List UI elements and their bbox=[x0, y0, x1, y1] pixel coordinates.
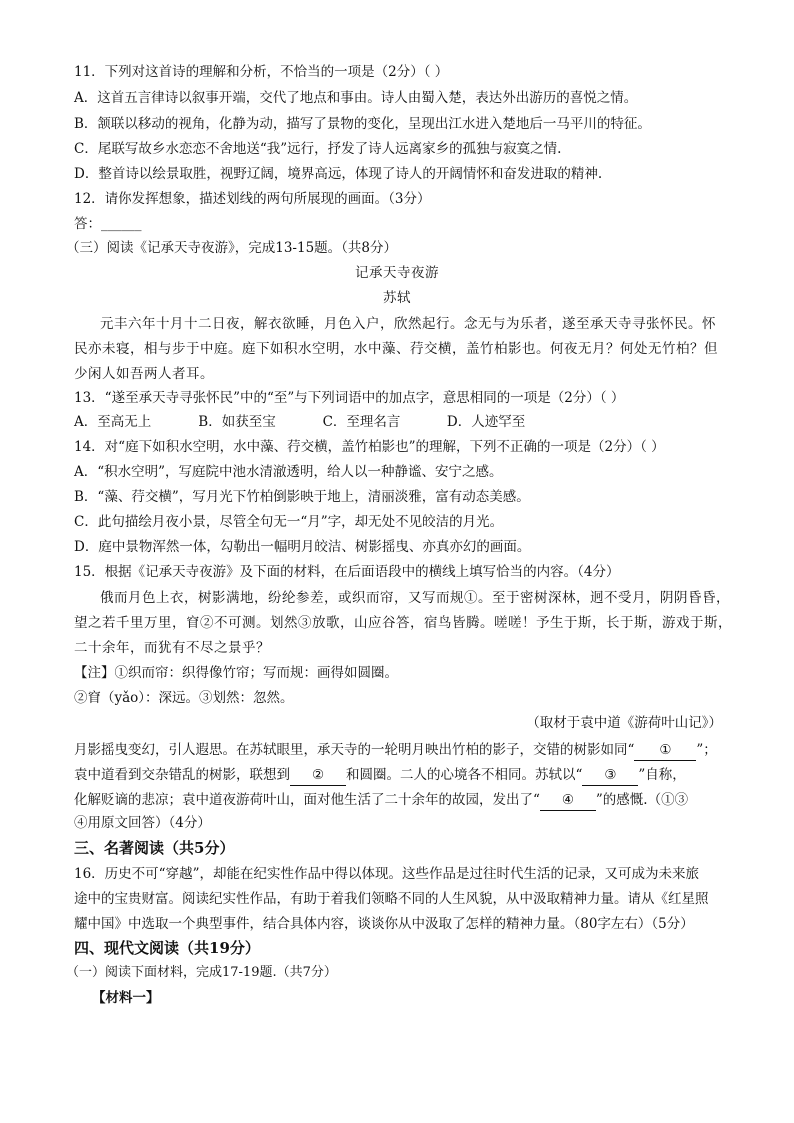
q11-option-d: D．整首诗以绘景取胜，视野辽阔，境界高远，体现了诗人的开阔情怀和奋发进取的精神. bbox=[74, 166, 603, 182]
q13-stem: 13．“遂至承天寺寻张怀民”中的“至”与下列词语中的加点字，意思相同的一项是（2分）（ ） bbox=[74, 390, 625, 406]
q15-para2-text-a: 袁中道看到交杂错乱的树影，联想到 bbox=[74, 767, 290, 783]
q16-line-1: 16．历史不可“穿越”，却能在纪实性作品中得以体现。这些作品是过往时代生活的记录，又可成为未来旅 bbox=[74, 866, 699, 882]
q13-option-b: B．如获至宝 bbox=[198, 414, 276, 430]
q14-option-a: A．“积水空明”，写庭院中池水清澈透明，给人以一种静谧、安宁之感。 bbox=[74, 464, 503, 480]
q11-option-a: A．这首五言律诗以叙事开端，交代了地点和事由。诗人由蜀入楚，表达外出游历的喜悦之情。 bbox=[74, 90, 638, 106]
q15-blank-4: ④ bbox=[540, 790, 596, 811]
q15-paragraph-line-1 bbox=[74, 740, 734, 761]
q12-stem: 12．请你发挥想象，描述划线的两句所展现的画面。（3分） bbox=[74, 191, 431, 207]
q15-blank-2: ② bbox=[290, 765, 346, 786]
q14-stem: 14．对“庭下如积水空明，水中藻、荇交横，盖竹柏影也”的理解，下列不正确的一项是（2分）（ ） bbox=[74, 439, 665, 455]
q11-stem: 11．下列对这首诗的理解和分析，不恰当的一项是（2分）（ ） bbox=[74, 64, 449, 80]
q15-para2-text-b: 和圆圈。二人的心境各不相同。苏轼以“ bbox=[346, 767, 583, 783]
q15-para3-text-a: 化解贬谪的悲凉；袁中道夜游荷叶山，面对他生活了二十余年的故园，发出了“ bbox=[74, 792, 540, 808]
q16-line-3: 耀中国》中选取一个典型事件，结合具体内容，谈谈你从中汲取了怎样的精神力量。（80字左右）（5分） bbox=[74, 916, 694, 932]
q13-options bbox=[74, 412, 734, 432]
q15-source: （取材于袁中道《游荷叶山记》） bbox=[526, 715, 722, 731]
q15-material-line-2: 望之若千里万里，窅②不可测。划然③放歌，山应谷答，宿鸟皆腾。嗟嗟！予生于斯，长于斯，游戏于斯， bbox=[74, 615, 732, 631]
poem-author: 苏轼 bbox=[383, 290, 411, 306]
q13-option-c: C．至理名言 bbox=[322, 414, 401, 430]
q15-blank-3: ③ bbox=[582, 765, 638, 786]
q12-answer-line: 答：______ bbox=[74, 216, 142, 232]
q15-material-line-3: 二十余年，而犹有不尽之景乎？ bbox=[74, 640, 270, 656]
poem-title: 记承天寺夜游 bbox=[355, 265, 439, 281]
q11-option-c: C．尾联写故乡水恋恋不舍地送“我”远行，抒发了诗人远离家乡的孤独与寂寞之情. bbox=[74, 141, 562, 157]
q15-material-line-1: 俄而月色上衣，树影满地，纷纶参差，或织而帘，又写而规①。至于密树深林，迥不受月，阴阴昏昏， bbox=[100, 590, 730, 606]
section-mingzhu-heading: 三、名著阅读（共5分） bbox=[74, 839, 235, 857]
section-modern-heading: 四、现代文阅读（共19分） bbox=[74, 939, 260, 957]
poem-line-3: 少闲人如吾两人者耳。 bbox=[74, 366, 214, 382]
q15-paragraph-line-2 bbox=[74, 765, 734, 786]
q11-option-b: B．颔联以移动的视角，化静为动，描写了景物的变化，呈现出江水进入楚地后一马平川的特征。 bbox=[74, 116, 651, 132]
q13-option-a: A．至高无上 bbox=[74, 414, 152, 430]
q16-line-2: 途中的宝贵财富。阅读纪实性作品，有助于着我们领略不同的人生风貌，从中汲取精神力量。请从《红星照 bbox=[74, 891, 709, 907]
q15-note-2: ②窅（yǎo）：深远。③划然：忽然。 bbox=[74, 690, 294, 706]
material-1-label: 【材料一】 bbox=[92, 990, 160, 1006]
q13-option-d: D．人迹罕至 bbox=[446, 414, 526, 430]
q14-option-d: D．庭中景物浑然一体，勾勒出一幅明月皎洁、树影摇曳、亦真亦幻的画面。 bbox=[74, 539, 531, 555]
q15-paragraph-line-4: ④用原文回答）（4分） bbox=[74, 815, 211, 831]
q15-stem: 15．根据《记承天寺夜游》及下面的材料，在后面语段中的横线上填写恰当的内容。（4分） bbox=[74, 564, 620, 580]
q15-para3-text-b: ”的感慨.（①③ bbox=[595, 792, 689, 808]
q15-blank-1: ① bbox=[634, 740, 696, 761]
section3-intro: （三）阅读《记承天寺夜游》，完成13-15题。（共8分） bbox=[66, 240, 398, 256]
q15-para1-text-a: 月影摇曳变幻，引人遐思。在苏轼眼里，承天寺的一轮明月映出竹柏的影子，交错的树影如同“ bbox=[74, 742, 635, 758]
q14-option-b: B．“藻、荇交横”，写月光下竹柏倒影映于地上，清丽淡雅，富有动态美感。 bbox=[74, 489, 530, 505]
poem-line-1: 元丰六年十月十二日夜，解衣欲睡，月色入户，欣然起行。念无与为乐者，遂至承天寺寻张怀民。怀 bbox=[100, 316, 716, 332]
q15-para2-text-c: ”自称， bbox=[638, 767, 686, 783]
section-modern-intro: （一）阅读下面材料，完成17-19题.（共7分） bbox=[66, 965, 337, 980]
poem-line-2: 民亦未寝，相与步于中庭。庭下如积水空明，水中藻、荇交横，盖竹柏影也。何夜无月？何处无竹柏？但 bbox=[74, 341, 718, 357]
q15-paragraph-line-3 bbox=[74, 790, 734, 811]
q15-para1-text-b: ”； bbox=[696, 742, 717, 758]
q14-option-c: C．此句描绘月夜小景，尽管全句无一“月”字，却无处不见皎洁的月光。 bbox=[74, 514, 504, 530]
q15-note-1: 【注】①织而帘：织得像竹帘；写而规：画得如圆圈。 bbox=[74, 665, 398, 681]
